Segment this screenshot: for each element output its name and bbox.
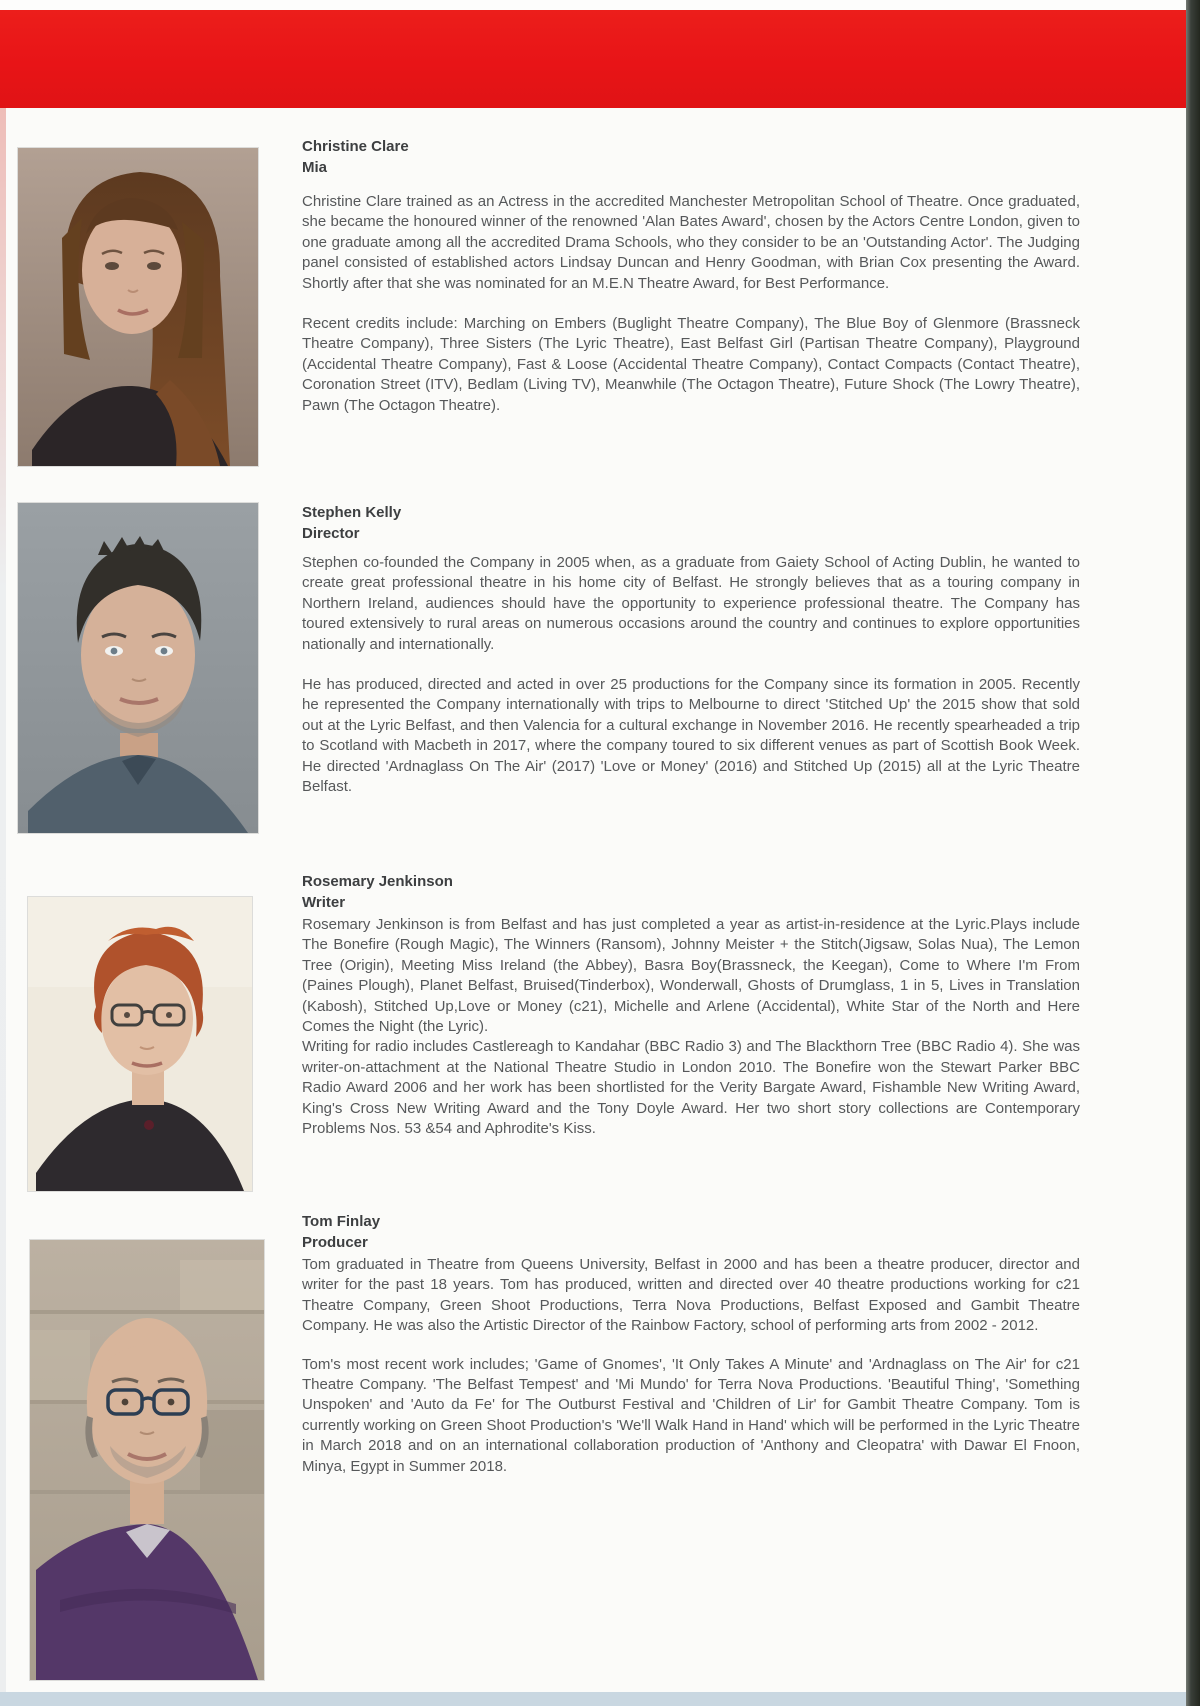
page-top-margin: [0, 0, 1200, 10]
portrait-illustration: [28, 897, 252, 1191]
portrait-illustration: [30, 1240, 264, 1680]
person-role: Writer: [302, 893, 346, 911]
person-name: Rosemary Jenkinson: [302, 873, 453, 890]
scan-left-edge: [0, 108, 6, 1706]
portrait-illustration: [18, 503, 258, 833]
portrait-photo-stephen-kelly: [18, 503, 258, 833]
bio-paragraph: He has produced, directed and acted in over 25 productions for the Company since its formation in 2005. Recently he represented the Company internationally with trips to Melbourne to direct 'Stitched Up' the 2015 show that sold out at the Lyric Belfast, and then Valencia for a cultural exchange in November 2016. He recently spearheaded a trip to Scotland with Macbeth in 2017, where the company toured to six different venues as part of Scottish Book Week. He directed 'Ardnaglass On The Air' (2017) 'Love or Money' (2016) and Stitched Up (2015) all at the Lyric Theatre Belfast.: [302, 676, 1080, 796]
bio-paragraph: Christine Clare trained as an Actress in the accredited Manchester Metropolitan School of Theatre. Once graduated, she became the honoured winner of the renowned 'Alan Bates Award', chosen by the Actors Centre London, given to one graduate among all the accredited Drama Schools, who they consider to be an 'Outstanding Actor'. The Judging panel consisted of established actors Lindsay Duncan and Henry Goodman, with Brian Cox presenting the Award. Shortly after that she was nominated for an M.E.N Theatre Award, for Best Performance.: [302, 193, 1080, 292]
bio-paragraph: Recent credits include: Marching on Embers (Buglight Theatre Company), The Blue Boy of Glenmore (Brassneck Theatre Company), Three Sisters (The Lyric Theatre), East Belfast Girl (Partisan Theatre Company), Playground (Accidental Theatre Company), Fast & Loose (Accidental Theatre Company), Contact Compacts (Contact Theatre), Coronation Street (ITV), Bedlam (Living TV), Meanwhile (The Octagon Theatre), Future Shock (The Lowry Theatre), Pawn (The Octagon Theatre).: [302, 315, 1080, 414]
bio-paragraph: Stephen co-founded the Company in 2005 when, as a graduate from Gaiety School of Acting Dublin, he wanted to create great professional theatre in his home city of Belfast. He strongly believes that as a touring company in Northern Ireland, audiences should have the opportunity to experience professional theatre. The Company has toured extensively to rural areas on numerous occasions around the country and continues to explore opportunities nationally and internationally.: [302, 554, 1080, 653]
person-name: Christine Clare: [302, 138, 409, 155]
footer-strip: [0, 1692, 1186, 1706]
portrait-photo-rosemary-jenkinson: [28, 897, 252, 1191]
bio-paragraph: Rosemary Jenkinson is from Belfast and has just completed a year as artist-in-residence at the Lyric.Plays include The Bonefire (Rough Magic), The Winners (Ransom), Johnny Meister + the Stitch(Jigsaw, Solas Nua), The Lemon Tree (Origin), Meeting Miss Ireland (the Abbey), Basra Boy(Brassneck, the Keegan), Come to Where I'm From (Paines Plough), Planet Belfast, Bruised(Tinderbox), Wonderwall, Ghosts of Drumglass, 1 in 5, Lives in Translation (Kabosh), Stitched Up,Love or Money (c21), Michelle and Arlene (Accidental), White Star of the North and Here Comes the Night (the Lyric).: [302, 916, 1080, 1036]
bio-rosemary-jenkinson: [302, 872, 1080, 1139]
person-name: Tom Finlay: [302, 1213, 381, 1230]
person-role: Producer: [302, 1233, 368, 1251]
scan-right-edge: [1186, 0, 1200, 1706]
portrait-photo-christine-clare: [18, 148, 258, 466]
portrait-photo-tom-finlay: [30, 1240, 264, 1680]
bio-paragraph: Tom graduated in Theatre from Queens University, Belfast in 2000 and has been a theatre producer, director and writer for the past 18 years. Tom has produced, written and directed over 40 theatre productions working for c21 Theatre Company, Green Shoot Productions, Terra Nova Productions, Belfast Exposed and Gambit Theatre Company. He was also the Artistic Director of the Rainbow Factory, school of performing arts from 2002 - 2012.: [302, 1256, 1080, 1335]
portrait-illustration: [18, 148, 258, 466]
header-red-band: [0, 10, 1186, 108]
bio-paragraph: Tom's most recent work includes; 'Game of Gnomes', 'It Only Takes A Minute' and 'Ardnaglass on The Air' for c21 Theatre Company. 'The Belfast Tempest' and 'Mi Mundo' for Terra Nova Productions. 'Beautiful Thing', 'Something Unspoken' and 'Auto da Fe' for The Outburst Festival and 'Children of Lir' for Gambit Theatre Company. Tom is currently working on Green Shoot Production's 'We'll Walk Hand in Hand' which will be performed in the Lyric Theatre in March 2018 and on an international collaboration production of 'Anthony and Cleopatra' with Dawar El Fnoon, Minya, Egypt in Summer 2018.: [302, 1355, 1080, 1475]
person-role: Director: [302, 524, 360, 542]
bio-christine-clare: [302, 137, 1080, 416]
bio-stephen-kelly: [302, 503, 1080, 797]
bio-tom-finlay: [302, 1212, 1080, 1477]
person-role: Mia: [302, 158, 328, 176]
bio-paragraph: Writing for radio includes Castlereagh to Kandahar (BBC Radio 3) and The Blackthorn Tree (BBC Radio 4). She was writer-on-attachment at the National Theatre Studio in London 2010. The Bonefire won the Stewart Parker BBC Radio Award 2006 and her work has been shortlisted for the Verity Bargate Award, Fishamble New Writing Award, King's Cross New Writing Award and the Tony Doyle Award. Her two short story collections are Contemporary Problems Nos. 53 &54 and Aphrodite's Kiss.: [302, 1038, 1080, 1138]
person-name: Stephen Kelly: [302, 504, 402, 521]
